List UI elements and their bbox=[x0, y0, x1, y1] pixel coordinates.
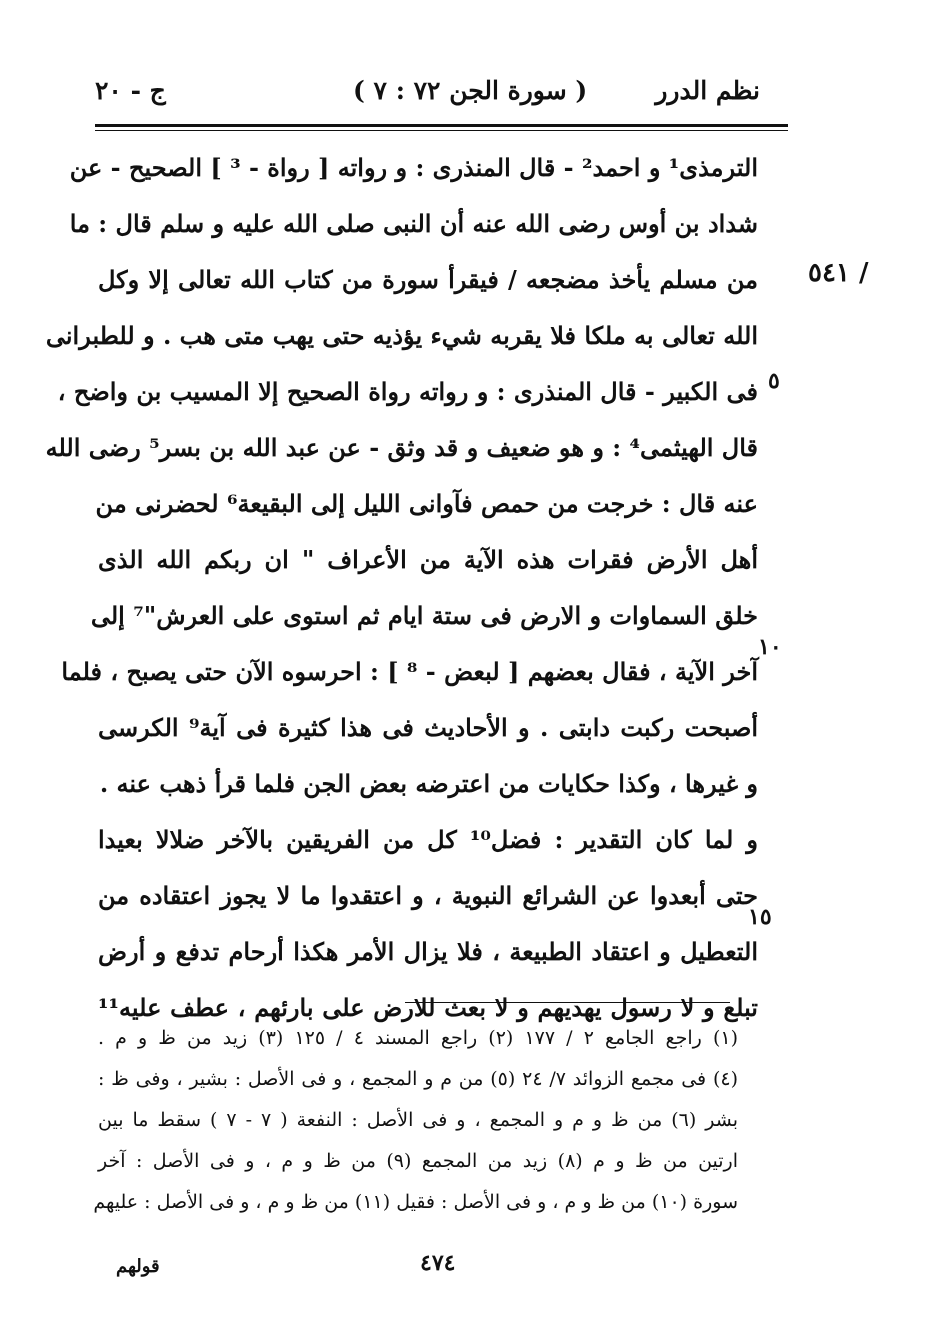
text-line: التعطيل و اعتقاد الطبيعة ، فلا يزال الأمر هكذا أرحام تدفع و أرض bbox=[98, 937, 758, 966]
page-header bbox=[95, 72, 760, 112]
footnote-line: بشر (٦) من ظ و م و المجمع ، و فى الأصل : النفعة ( ٧ - ٧ ) سقط ما بين bbox=[98, 1109, 738, 1131]
header-rule-thin bbox=[95, 130, 788, 131]
text-line: أهل الأرض فقرات هذه الآية من الأعراف " ان ربكم الله الذى bbox=[98, 545, 758, 574]
text-line: الله تعالى به ملكا فلا يقربه شيء يؤذيه حتى يهب متى هب . و للطبرانى bbox=[45, 321, 758, 350]
surah-reference: ( سورة الجن ٧٢ : ٧ ) bbox=[353, 76, 588, 105]
text-line: آخر الآية ، فقال بعضهم [ لبعض - ⁸ ] : احرسوه الآن حتى يصبح ، فلما bbox=[61, 657, 758, 686]
text-line: أصبحت ركبت دابتى . و الأحاديث فى هذا كثيرة فى آية⁹ الكرسى bbox=[98, 713, 758, 742]
text-line: تبلع و لا رسول يهديهم و لا بعث للارض على بارئهم ، عطف عليه¹¹ bbox=[98, 993, 758, 1022]
footnote-line: ارتين من ظ و م (٨) زيد من المجمع (٩) من ظ و م ، و فى الأصل : آخر bbox=[98, 1150, 739, 1172]
text-line: الترمذى¹ و احمد² - قال المنذرى : و رواته [ رواة - ³ ] الصحيح - عن bbox=[69, 153, 758, 182]
line-number-5: ٥ bbox=[768, 368, 780, 394]
footnote-line: سورة (١٠) من ظ و م ، و فى الأصل : فقيل (١١) من ظ و م ، و فى الأصل : عليهم bbox=[93, 1191, 738, 1213]
footnote-rule bbox=[405, 1002, 730, 1003]
text-line: حتى أبعدوا عن الشرائع النبوية ، و اعتقدوا ما لا يجوز اعتقاده من bbox=[98, 881, 758, 910]
header-rule-thick bbox=[95, 124, 788, 127]
text-line: و غيرها ، وكذا حكايات من اعترضه بعض الجن فلما قرأ ذهب عنه . bbox=[99, 769, 758, 798]
manuscript-folio-reference: ٥٤١ / bbox=[808, 258, 869, 288]
volume-number: ج - ٢٠ bbox=[95, 76, 166, 105]
text-line: خلق السماوات و الارض فى ستة ايام ثم استوى على العرش"⁷ إلى bbox=[90, 601, 758, 630]
line-number-10: ١٠ bbox=[758, 634, 782, 660]
text-line: عنه قال : خرجت من حمص فآوانى الليل إلى البقيعة⁶ لحضرنى من bbox=[95, 489, 758, 518]
line-number-15: ١٥ bbox=[748, 904, 772, 930]
page-number: ٤٧٤ bbox=[420, 1250, 456, 1276]
catchword: قولهم bbox=[116, 1256, 160, 1277]
footnote-line: (٤) فى مجمع الزوائد ٧/ ٢٤ (٥) من م و المجمع ، و فى الأصل : بشير ، وفى ظ : bbox=[98, 1068, 739, 1090]
text-line: فى الكبير - قال المنذرى : و رواته رواة الصحيح إلا المسيب بن واضح ، bbox=[57, 377, 758, 406]
book-title: نظم الدرر bbox=[655, 76, 760, 105]
footnote-line: (١) راجع الجامع ٢ / ١٧٧ (٢) راجع المسند ٤ / ١٢٥ (٣) زيد من ظ و م . bbox=[98, 1027, 739, 1049]
text-line: قال الهيثمى⁴ : و هو ضعيف و قد وثق - عن عبد الله بن بسر⁵ رضى الله bbox=[45, 433, 758, 462]
main-text bbox=[45, 140, 759, 1036]
text-line: من مسلم يأخذ مضجعه / فيقرأ سورة من كتاب الله تعالى إلا وكل bbox=[98, 265, 758, 294]
text-line: و لما كان التقدير : فضل¹⁰ كل من الفريقين بالآخر ضلالا بعيدا bbox=[98, 825, 759, 854]
footnotes bbox=[93, 1018, 739, 1223]
text-line: شداد بن أوس رضى الله عنه أن النبى صلى الله عليه و سلم قال : ما bbox=[69, 209, 758, 238]
